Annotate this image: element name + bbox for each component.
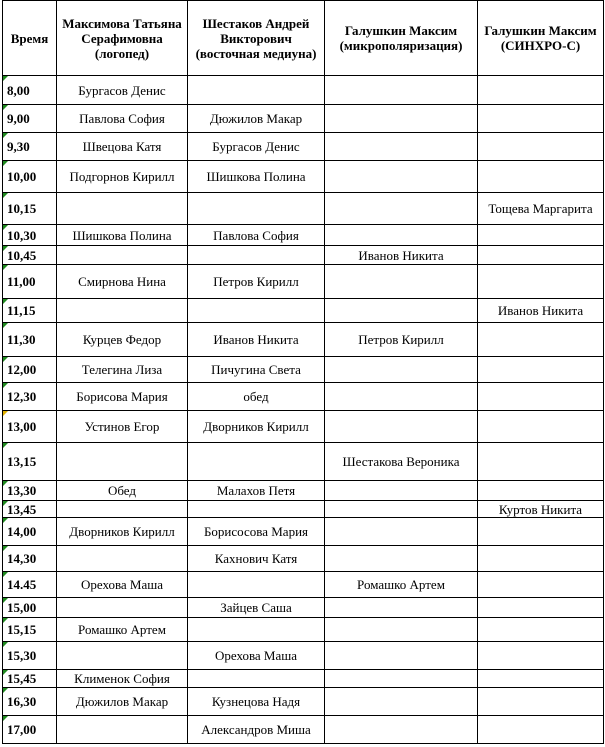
header-col3: Галушкин Максим (микрополяризация) [325,1,478,76]
time-cell: 8,00 [3,76,57,105]
cell-col1 [57,598,188,618]
cell-col2: Иванов Никита [188,323,325,357]
cell-col2 [188,618,325,642]
cell-col2: Петров Кирилл [188,265,325,299]
cell-col4 [478,133,604,161]
time-cell: 13,30 [3,481,57,501]
cell-col3 [325,501,478,518]
cell-col3: Иванов Никита [325,246,478,265]
cell-col4 [478,443,604,481]
table-row [3,76,604,105]
cell-col4 [478,323,604,357]
cell-col1: Устинов Егор [57,411,188,443]
cell-col1: Павлова София [57,105,188,133]
cell-col2 [188,76,325,105]
cell-col2 [188,193,325,225]
cell-col4 [478,618,604,642]
cell-col3 [325,265,478,299]
cell-col3 [325,688,478,716]
cell-col4 [478,246,604,265]
table-row [3,481,604,501]
time-cell: 11,15 [3,299,57,323]
table-row [3,618,604,642]
cell-col3 [325,133,478,161]
time-cell: 16,30 [3,688,57,716]
cell-col1 [57,299,188,323]
cell-col2: обед [188,383,325,411]
cell-col2 [188,670,325,688]
cell-col1 [57,193,188,225]
cell-col2: Дюжилов Макар [188,105,325,133]
table-row [3,688,604,716]
table-row [3,572,604,598]
table-row [3,598,604,618]
cell-col4 [478,716,604,744]
time-cell: 12,30 [3,383,57,411]
table-row [3,546,604,572]
cell-col3 [325,105,478,133]
cell-col3 [325,299,478,323]
cell-col3 [325,598,478,618]
table-row [3,670,604,688]
cell-col4 [478,411,604,443]
table-row [3,518,604,546]
cell-col1: Швецова Катя [57,133,188,161]
schedule-sheet [2,0,604,744]
cell-col3: Шестакова Вероника [325,443,478,481]
cell-col2: Кузнецова Надя [188,688,325,716]
cell-col4 [478,688,604,716]
cell-col2 [188,572,325,598]
table-row [3,357,604,383]
cell-col1: Курцев Федор [57,323,188,357]
cell-col4 [478,546,604,572]
cell-col2 [188,443,325,481]
cell-col2: Пичугина Света [188,357,325,383]
table-row [3,642,604,670]
table-row [3,161,604,193]
cell-col4 [478,161,604,193]
cell-col4 [478,225,604,246]
schedule-table [2,0,604,744]
table-row [3,323,604,357]
table-row [3,716,604,744]
time-cell: 10,15 [3,193,57,225]
cell-col3: Ромашко Артем [325,572,478,598]
cell-col1: Подгорнов Кирилл [57,161,188,193]
cell-col3 [325,481,478,501]
cell-col4 [478,383,604,411]
time-cell: 14.45 [3,572,57,598]
cell-col2 [188,501,325,518]
cell-col3 [325,357,478,383]
cell-col4 [478,598,604,618]
cell-col4 [478,518,604,546]
cell-col4: Куртов Никита [478,501,604,518]
schedule-body [3,76,604,744]
cell-col2: Шишкова Полина [188,161,325,193]
time-cell: 10,30 [3,225,57,246]
time-cell: 10,45 [3,246,57,265]
header-row [3,1,604,76]
cell-col1 [57,546,188,572]
time-cell: 9,30 [3,133,57,161]
time-cell: 9,00 [3,105,57,133]
cell-col3 [325,518,478,546]
cell-col1 [57,246,188,265]
time-cell: 13,15 [3,443,57,481]
time-cell: 15,30 [3,642,57,670]
cell-col1: Клименок София [57,670,188,688]
header-col1: Максимова Татьяна Серафимовна (логопед) [57,1,188,76]
table-row [3,383,604,411]
cell-col4 [478,572,604,598]
cell-col2: Дворников Кирилл [188,411,325,443]
table-row [3,246,604,265]
header-time: Время [3,1,57,76]
cell-col4 [478,357,604,383]
cell-col2 [188,299,325,323]
cell-col3 [325,161,478,193]
cell-col3 [325,225,478,246]
cell-col1: Смирнова Нина [57,265,188,299]
cell-col2: Борисосова Мария [188,518,325,546]
time-cell: 11,00 [3,265,57,299]
time-cell: 13,45 [3,501,57,518]
cell-col1 [57,501,188,518]
cell-col4 [478,642,604,670]
cell-col3 [325,716,478,744]
cell-col3 [325,642,478,670]
cell-col3 [325,193,478,225]
cell-col2: Павлова София [188,225,325,246]
cell-col1: Борисова Мария [57,383,188,411]
table-row [3,265,604,299]
cell-col1: Дворников Кирилл [57,518,188,546]
cell-col2 [188,246,325,265]
cell-col1: Обед [57,481,188,501]
table-row [3,501,604,518]
table-row [3,443,604,481]
cell-col1 [57,642,188,670]
cell-col2: Кахнович Катя [188,546,325,572]
time-cell: 15,15 [3,618,57,642]
table-row [3,299,604,323]
cell-col1: Орехова Маша [57,572,188,598]
cell-col1: Ромашко Артем [57,618,188,642]
cell-col3 [325,383,478,411]
table-row [3,133,604,161]
table-row [3,105,604,133]
cell-col3 [325,546,478,572]
cell-col2: Зайцев Саша [188,598,325,618]
cell-col1 [57,443,188,481]
time-cell: 14,00 [3,518,57,546]
cell-col4: Иванов Никита [478,299,604,323]
cell-col2: Орехова Маша [188,642,325,670]
cell-col3: Петров Кирилл [325,323,478,357]
cell-col4 [478,481,604,501]
cell-col1: Бургасов Денис [57,76,188,105]
time-cell: 14,30 [3,546,57,572]
time-cell: 15,45 [3,670,57,688]
cell-col3 [325,411,478,443]
time-cell: 11,30 [3,323,57,357]
cell-col2: Малахов Петя [188,481,325,501]
table-row [3,225,604,246]
cell-col3 [325,76,478,105]
time-cell: 10,00 [3,161,57,193]
time-cell: 17,00 [3,716,57,744]
cell-col4 [478,105,604,133]
cell-col4: Тощева Маргарита [478,193,604,225]
table-row [3,411,604,443]
header-col2: Шестаков Андрей Викторович (восточная медиуна) [188,1,325,76]
time-cell: 12,00 [3,357,57,383]
time-cell: 13,00 [3,411,57,443]
cell-col4 [478,76,604,105]
cell-col1 [57,716,188,744]
cell-col1: Шишкова Полина [57,225,188,246]
cell-col3 [325,670,478,688]
cell-col4 [478,670,604,688]
table-row [3,193,604,225]
time-cell: 15,00 [3,598,57,618]
cell-col4 [478,265,604,299]
cell-col1: Дюжилов Макар [57,688,188,716]
cell-col1: Телегина Лиза [57,357,188,383]
cell-col3 [325,618,478,642]
header-col4: Галушкин Максим (СИНХРО-С) [478,1,604,76]
cell-col2: Бургасов Денис [188,133,325,161]
cell-col2: Александров Миша [188,716,325,744]
